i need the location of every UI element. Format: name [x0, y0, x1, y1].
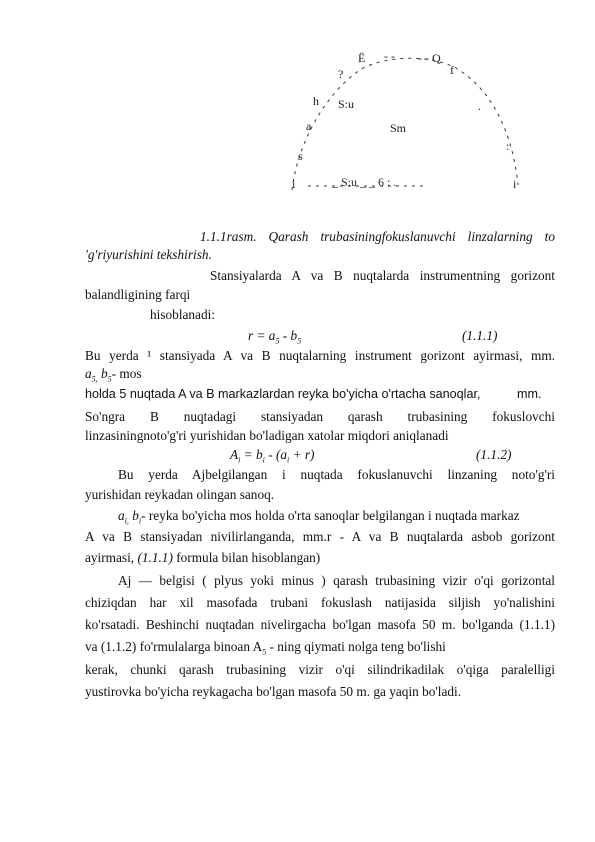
- paragraph-1-line3: hisoblanadi:: [150, 307, 215, 322]
- figure-caption-line1: 1.1.1rasm. Qarash trubasiningfokuslanuvchi linzalarning to: [200, 229, 555, 244]
- svg-text:f: f: [450, 63, 454, 77]
- paragraph-5-line2: A va B stansiyadan nivilirlanganda, mm.r - A va B nuqtalarda asbob gorizont: [85, 529, 555, 544]
- figure-diagram: [278, 50, 540, 200]
- paragraph-2-unit: mm.: [517, 387, 542, 401]
- paragraph-2-line2: $a_{5,}$ $b_5-$ mos: [85, 366, 142, 384]
- paragraph-5-line3: ayirmasi, (1.1.1) formula bilan hisoblangan): [85, 550, 321, 565]
- paragraph-4-line1: Bu yerda Ajbelgilangan i nuqtada fokuslanuvchi linzaning noto'g'ri: [118, 467, 555, 482]
- figure-caption-line2: 'g'riyurishini tekshirish.: [85, 247, 212, 262]
- paragraph-3-line2: linzasiningnoto'g'ri yurishidan bo'ladigan xatolar miqdori aniqlanadi: [85, 428, 449, 443]
- arc-diagram: [278, 50, 540, 200]
- svg-text:- -: - -: [384, 50, 395, 63]
- svg-text:i: i: [292, 177, 296, 191]
- paragraph-6-line3: ko'rsatadi. Beshinchi nuqtadan nivelirgacha bo'lgan masofa 50 m. bo'lganda (1.1.1): [85, 617, 555, 632]
- paragraph-6-line4: va (1.1.2) fo'rmulalarga binoan $A_5$ - ning qiymati nolga teng bo'lishi: [85, 639, 446, 657]
- paragraph-1-line2: balandligining farqi: [85, 287, 191, 302]
- paragraph-5-line1: $a_{i,}$ $b_i-$ reyka bo'yicha mos holda o'rta sanoqlar belgilangan i nuqtada markaz: [118, 508, 520, 526]
- paragraph-2-line1: Bu yerda ¹ stansiyada A va B nuqtalarning instrument gorizont ayirmasi, mm.: [85, 348, 555, 363]
- paragraph-4-line2: yurishidan reykadan olingan sanoq.: [85, 487, 275, 502]
- equation-1-number: (1.1.1): [462, 328, 498, 343]
- paragraph-7-line1: kerak, chunki qarash trubasining vizir o'qi silindrikadilak o'qiga paralelligi: [85, 662, 555, 677]
- paragraph-7-line2: yustirovka bo'yicha reykagacha bo'lgan masofa 50 m. ga yaqin bo'ladi.: [85, 684, 462, 699]
- svg-text:?: ?: [338, 67, 344, 81]
- svg-text:Sm: Sm: [390, 121, 407, 135]
- svg-text:h: h: [313, 94, 319, 108]
- paragraph-3-line1: So'ngra B nuqtadagi stansiyadan qarash trubasining fokuslovchi: [85, 409, 555, 424]
- svg-text:s: s: [298, 149, 303, 163]
- paragraph-2-line3: holda 5 nuqtada A va B markazlardan reyka bo'yicha o'rtacha sanoqlar,: [85, 387, 481, 401]
- svg-text:- - Q: - - Q: [418, 51, 441, 65]
- svg-text:Ё: Ё: [358, 51, 366, 65]
- paragraph-6-line1: Aj — belgisi ( plyus yoki minus ) qarash trubasining vizir o'qi gorizontal: [118, 573, 555, 588]
- equation-2: $A_i = b_i - (a_i + r)$: [230, 447, 315, 465]
- paragraph-6-line2: chiziqdan har xil masofada trubani fokuslash natijasida siljish yo'nalishini: [85, 595, 555, 610]
- svg-text:a: a: [306, 119, 312, 133]
- equation-1: $r = a_5 - b_5$: [248, 328, 302, 346]
- svg-text::: :: [506, 139, 510, 153]
- svg-text:.: .: [478, 99, 481, 113]
- svg-text:_ S:u _ _ 6 : .: _ S:u _ _ 6 : .: [332, 175, 397, 189]
- svg-text:i: i: [513, 177, 517, 191]
- svg-text:S:u: S:u: [338, 97, 355, 111]
- equation-2-number: (1.1.2): [476, 447, 512, 462]
- paragraph-1-line1: Stansiyalarda A va B nuqtalarda instrumentning gorizont: [210, 268, 555, 283]
